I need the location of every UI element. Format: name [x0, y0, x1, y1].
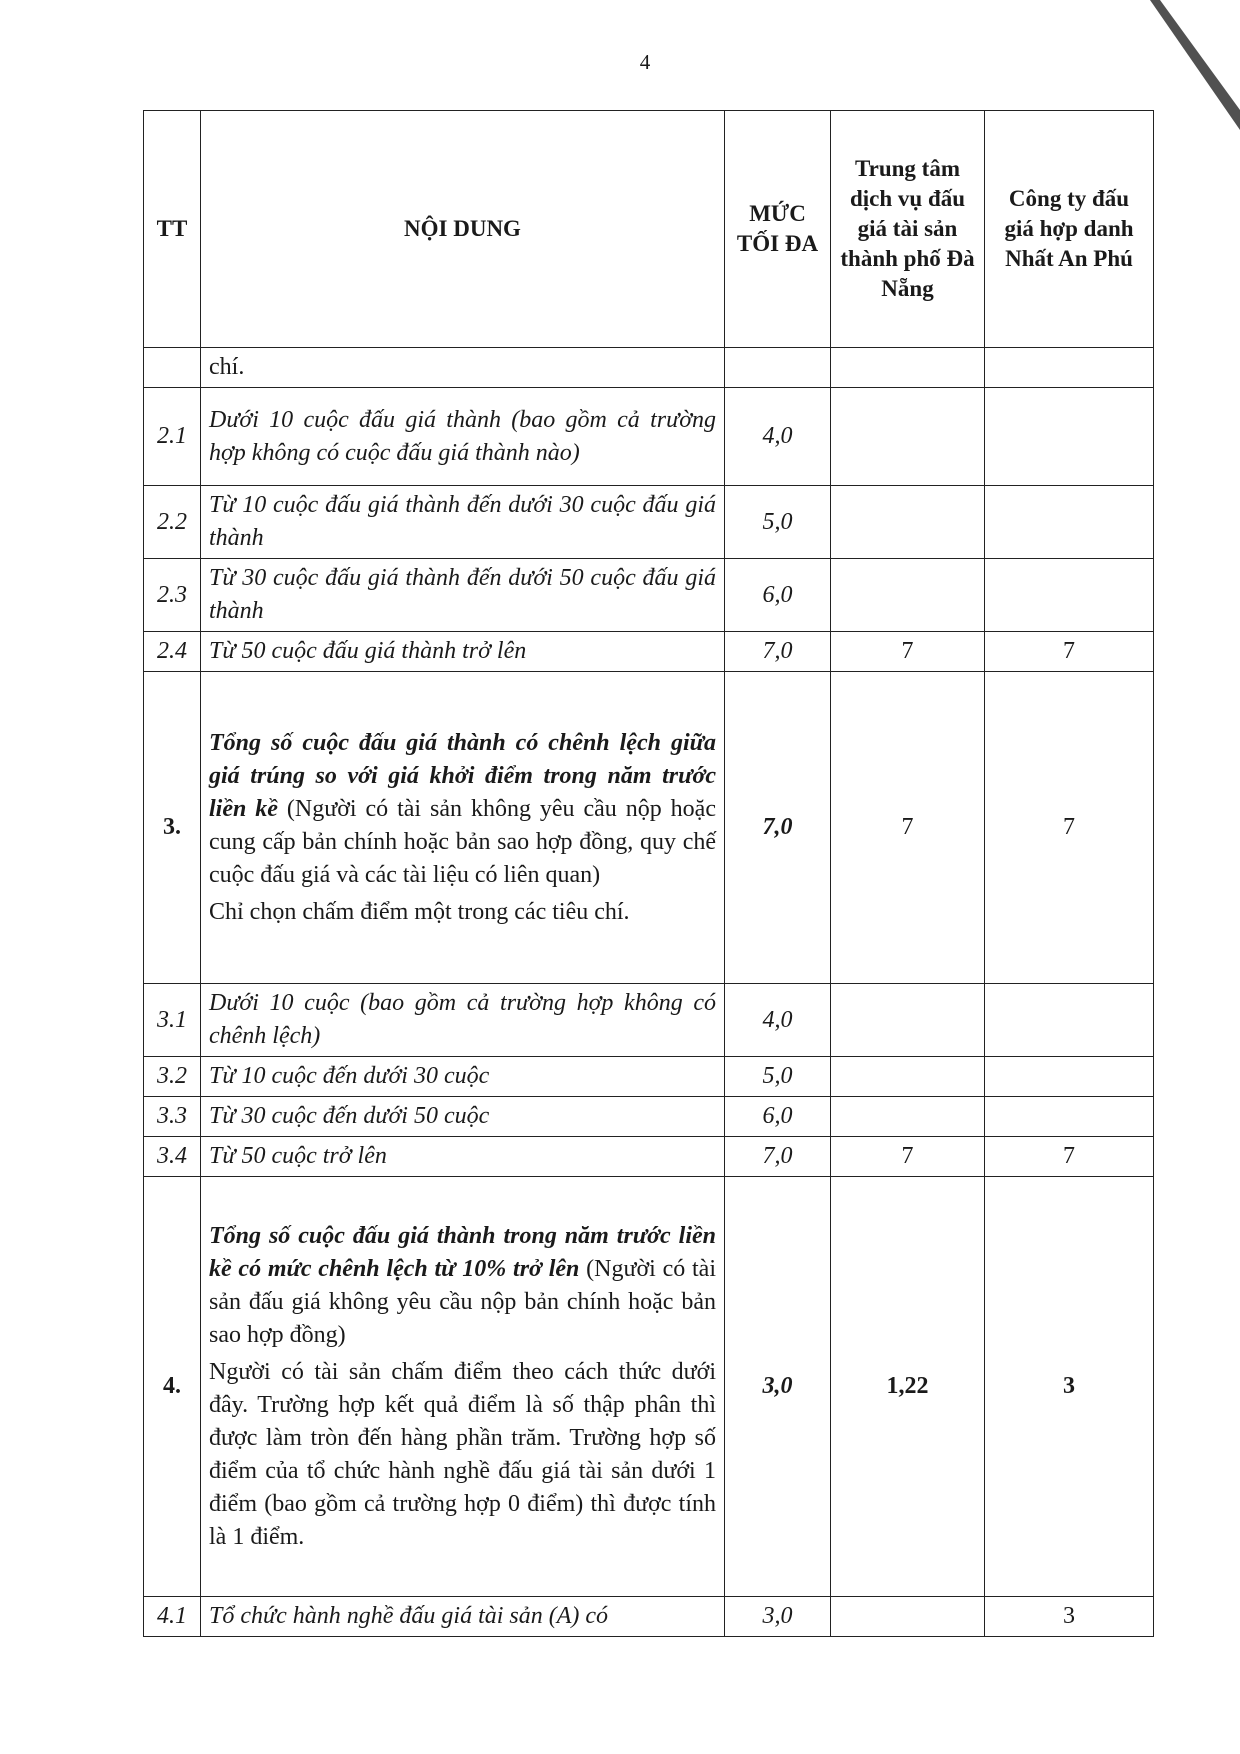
row-content: Tổ chức hành nghề đấu giá tài sản (A) có [201, 1597, 725, 1637]
page-number: 4 [639, 50, 651, 74]
row-org1-score [831, 1097, 985, 1137]
header-max-score: MỨC TỐI ĐA [725, 111, 831, 348]
row-tt [144, 348, 201, 388]
row-tt: 4. [144, 1177, 201, 1597]
criterion-title: Tổng số cuộc đấu giá thành trong năm trước liền kề có mức chênh lệch từ 10% trở lên [209, 1222, 716, 1282]
row-max-score: 3,0 [725, 1597, 831, 1637]
row-org2-score: 7 [985, 672, 1154, 984]
row-org1-score [831, 1057, 985, 1097]
row-tt: 2.4 [144, 632, 201, 672]
row-org1-score [831, 1597, 985, 1637]
row-org1-score: 7 [831, 672, 985, 984]
table-row [144, 1137, 1154, 1177]
table-row [144, 1097, 1154, 1137]
header-org2: Công ty đấu giá hợp danh Nhất An Phú [985, 111, 1154, 348]
table-row [144, 1597, 1154, 1637]
row-org1-score: 7 [831, 1137, 985, 1177]
row-org1-score: 1,22 [831, 1177, 985, 1597]
criterion-note: Người có tài sản chấm điểm theo cách thức dưới đây. Trường hợp kết quả điểm là số thập phân thì được làm tròn đến hàng phần trăm. Trường hợp số điểm của tổ chức hành nghề đấu giá tài sản dưới 1 điểm (bao gồm cả trường hợp 0 điểm) thì được tính là 1 điểm. [209, 1358, 716, 1550]
row-tt: 4.1 [144, 1597, 201, 1637]
criterion-condition: (Người có tài sản đấu giá không yêu cầu nộp bản chính hoặc bản sao hợp đồng) [209, 1255, 716, 1348]
row-content: Dưới 10 cuộc (bao gồm cả trường hợp không có chênh lệch) [201, 984, 725, 1057]
row-content: Từ 30 cuộc đến dưới 50 cuộc [201, 1097, 725, 1137]
table-row [144, 984, 1154, 1057]
row-content [201, 1177, 725, 1597]
row-max-score [725, 348, 831, 388]
row-org2-score [985, 1057, 1154, 1097]
row-max-score: 4,0 [725, 984, 831, 1057]
row-org2-score [985, 348, 1154, 388]
row-tt: 3. [144, 672, 201, 984]
table-header-row [144, 111, 1154, 348]
row-org1-score [831, 559, 985, 632]
criterion-condition: (Người có tài sản không yêu cầu nộp hoặc cung cấp bản chính hoặc bản sao hợp đồng, quy chế cuộc đấu giá và các tài liệu có liên quan) [209, 795, 716, 888]
criterion-note: Chỉ chọn chấm điểm một trong các tiêu chí. [209, 898, 630, 925]
table-row [144, 388, 1154, 486]
row-tt: 3.3 [144, 1097, 201, 1137]
row-org1-score: 7 [831, 632, 985, 672]
row-content: Từ 10 cuộc đấu giá thành đến dưới 30 cuộc đấu giá thành [201, 486, 725, 559]
row-content: Dưới 10 cuộc đấu giá thành (bao gồm cả trường hợp không có cuộc đấu giá thành nào) [201, 388, 725, 486]
row-org1-score [831, 984, 985, 1057]
row-max-score: 7,0 [725, 1137, 831, 1177]
row-org2-score [985, 559, 1154, 632]
table-row [144, 672, 1154, 984]
row-content: Từ 30 cuộc đấu giá thành đến dưới 50 cuộc đấu giá thành [201, 559, 725, 632]
row-max-score: 6,0 [725, 1097, 831, 1137]
row-tt: 2.3 [144, 559, 201, 632]
row-max-score: 7,0 [725, 632, 831, 672]
row-content [201, 672, 725, 984]
row-tt: 3.2 [144, 1057, 201, 1097]
row-max-score: 5,0 [725, 1057, 831, 1097]
row-content: Từ 50 cuộc đấu giá thành trở lên [201, 632, 725, 672]
criterion-title: Tổng số cuộc đấu giá thành có chênh lệch giữa giá trúng so với giá khởi điểm trong năm trước liền kề [209, 729, 716, 822]
header-tt: TT [144, 111, 201, 348]
row-content: Từ 10 cuộc đến dưới 30 cuộc [201, 1057, 725, 1097]
row-max-score: 3,0 [725, 1177, 831, 1597]
row-org2-score: 7 [985, 1137, 1154, 1177]
row-tt: 3.1 [144, 984, 201, 1057]
row-max-score: 4,0 [725, 388, 831, 486]
row-org2-score [985, 984, 1154, 1057]
table-row [144, 486, 1154, 559]
row-org1-score [831, 348, 985, 388]
row-max-score: 7,0 [725, 672, 831, 984]
row-org2-score: 3 [985, 1177, 1154, 1597]
header-org1: Trung tâm dịch vụ đấu giá tài sản thành phố Đà Nẵng [831, 111, 985, 348]
table-row [144, 1177, 1154, 1597]
row-org1-score [831, 388, 985, 486]
row-org2-score [985, 486, 1154, 559]
row-content: chí. [201, 348, 725, 388]
table-row [144, 559, 1154, 632]
row-tt: 2.2 [144, 486, 201, 559]
row-max-score: 5,0 [725, 486, 831, 559]
row-content: Từ 50 cuộc trở lên [201, 1137, 725, 1177]
row-org2-score [985, 388, 1154, 486]
row-max-score: 6,0 [725, 559, 831, 632]
row-tt: 3.4 [144, 1137, 201, 1177]
row-org1-score [831, 486, 985, 559]
row-org2-score: 3 [985, 1597, 1154, 1637]
row-org2-score: 7 [985, 632, 1154, 672]
header-content: NỘI DUNG [201, 111, 725, 348]
table-row [144, 632, 1154, 672]
row-tt: 2.1 [144, 388, 201, 486]
table-row [144, 1057, 1154, 1097]
scoring-table [143, 110, 1154, 1637]
table-row [144, 348, 1154, 388]
row-org2-score [985, 1097, 1154, 1137]
